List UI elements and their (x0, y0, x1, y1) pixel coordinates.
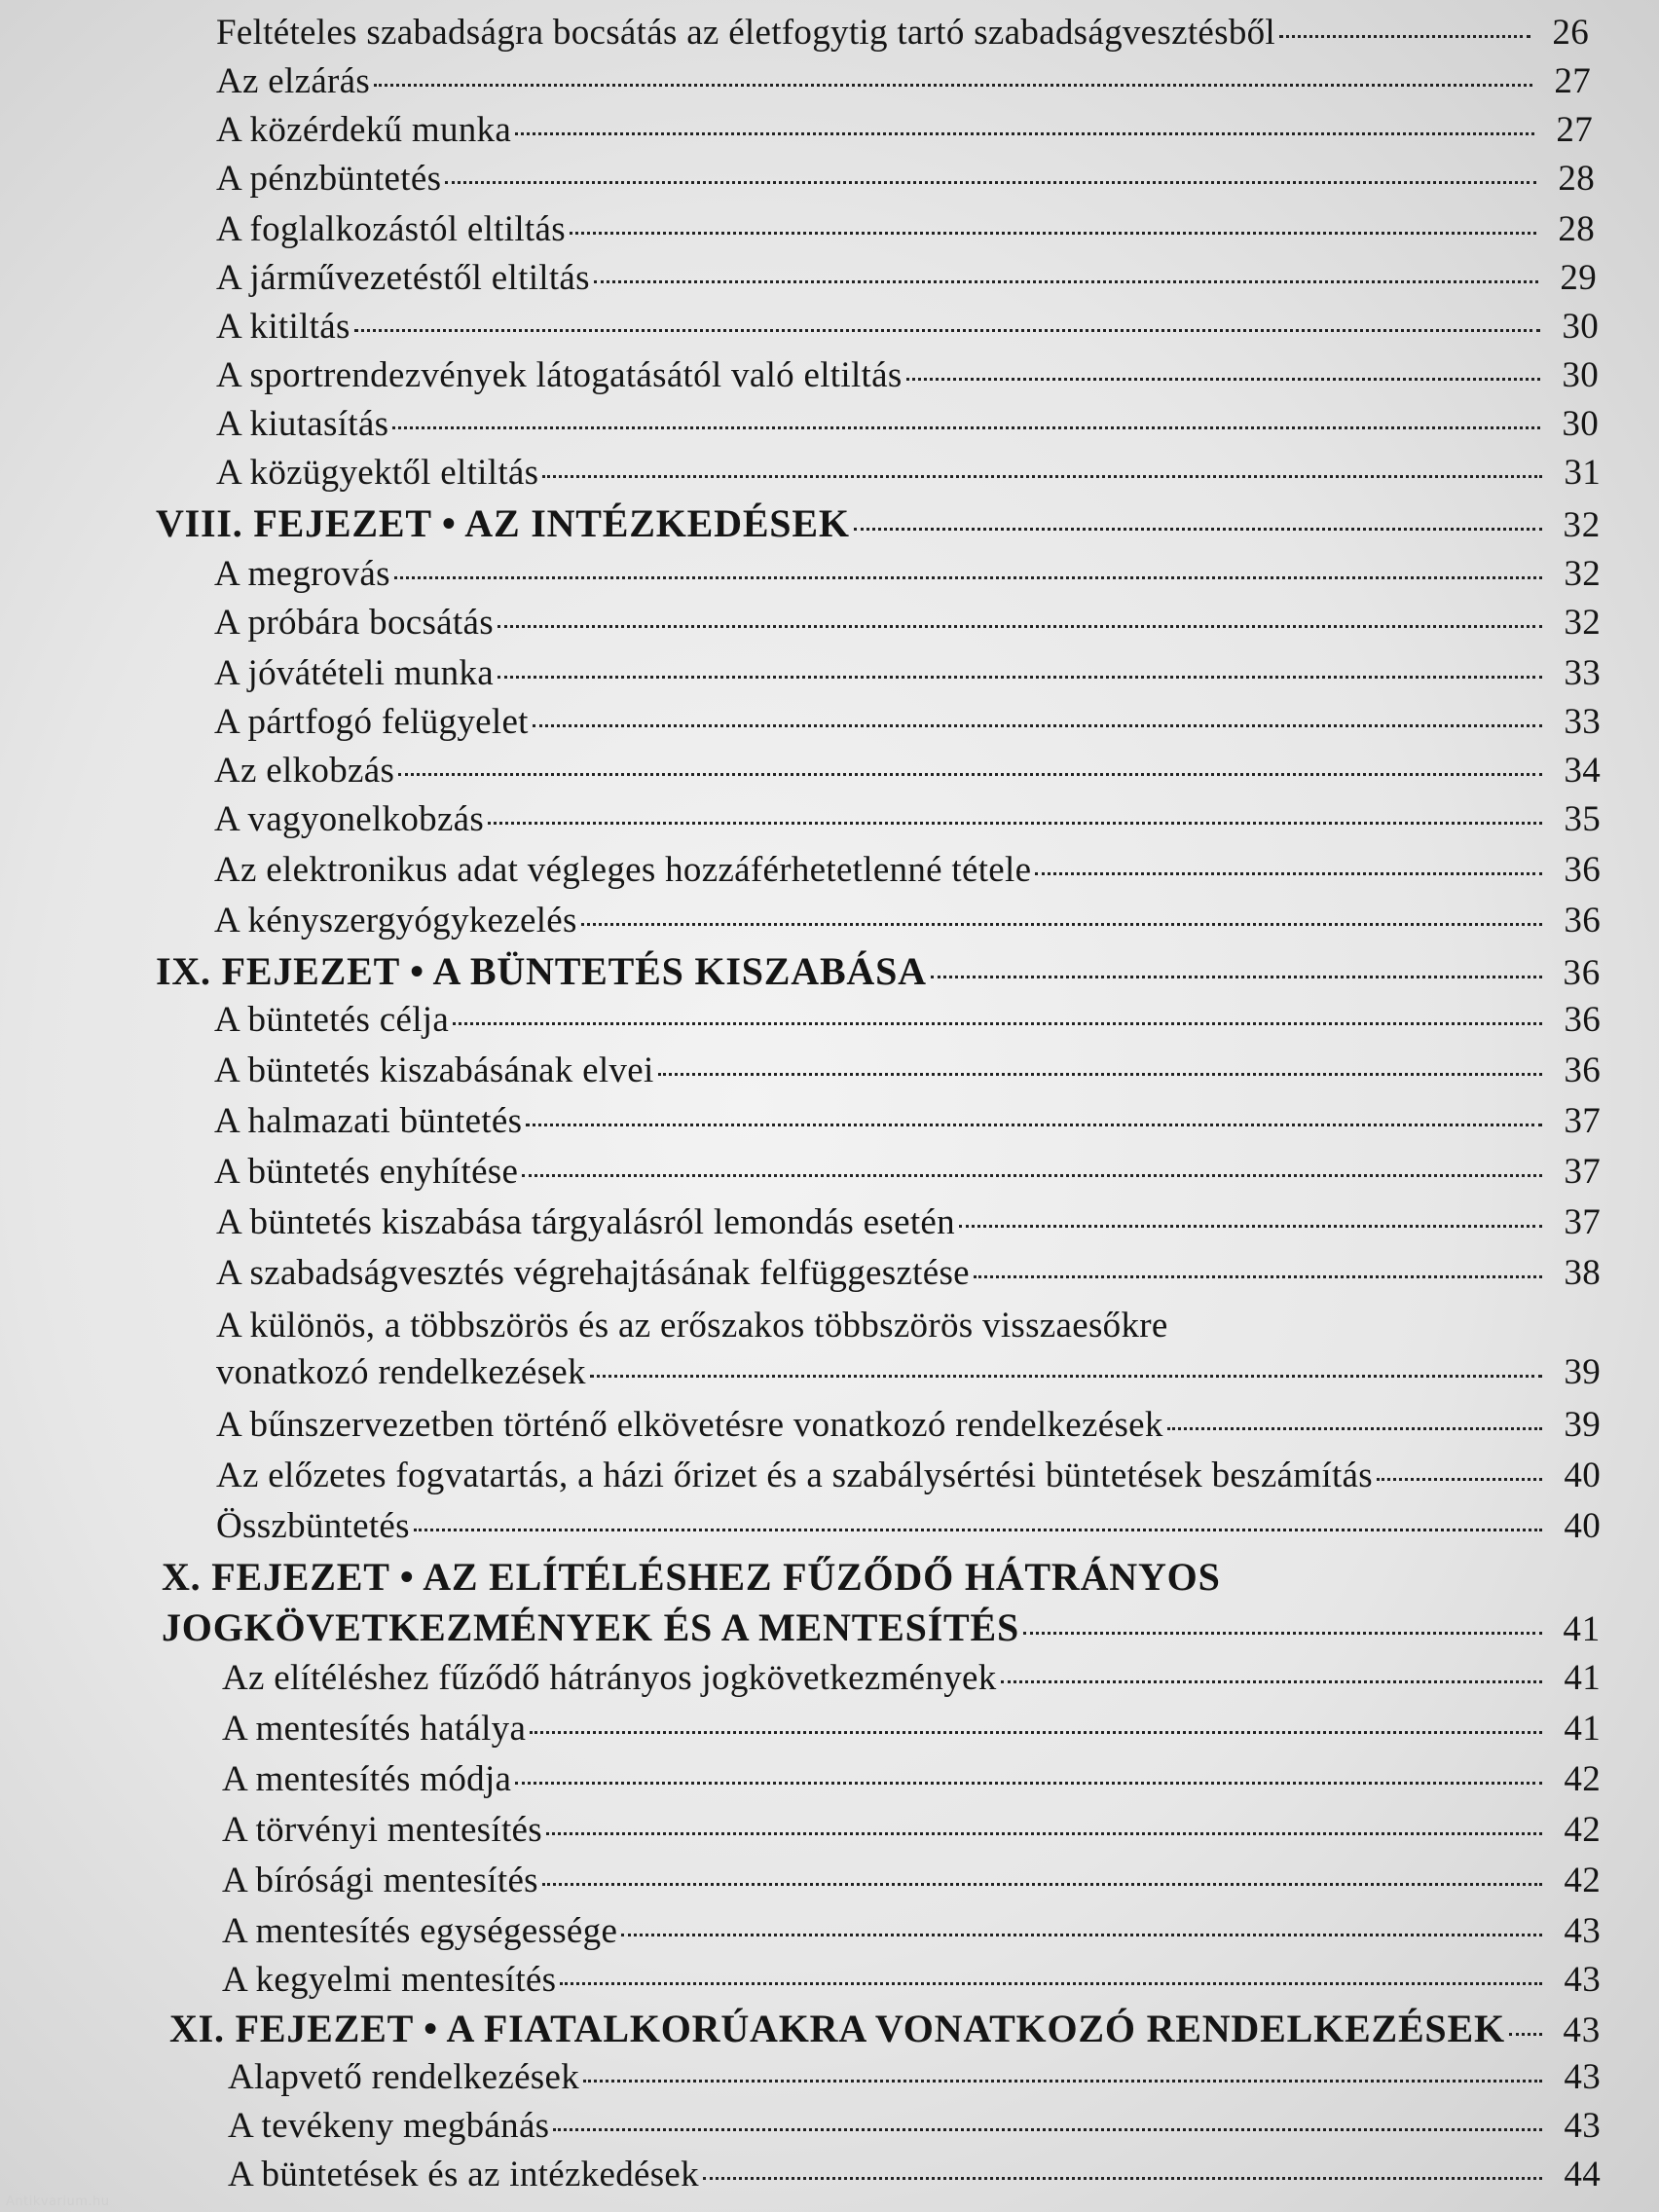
toc-page-number: 41 (1563, 1609, 1601, 1649)
toc-entry-title: A sportrendezvények látogatásától való eltiltás (216, 355, 903, 395)
dot-leader (394, 576, 1542, 579)
dot-leader (542, 475, 1542, 478)
dot-leader (1167, 1427, 1542, 1430)
toc-entry-title: A kiutasítás (216, 404, 389, 444)
toc-chapter-heading (0, 500, 1659, 546)
toc-page-number: 41 (1564, 1658, 1601, 1698)
toc-entry (0, 60, 1659, 102)
toc-entry (0, 1455, 1659, 1496)
toc-entry (0, 849, 1659, 891)
toc-page-number: 36 (1564, 1000, 1601, 1040)
dot-leader (498, 676, 1542, 679)
toc-entry-title: A mentesítés egységessége (222, 1911, 618, 1951)
toc-entry (0, 12, 1659, 54)
toc-entry-title: A mentesítés hatálya (222, 1709, 527, 1749)
toc-chapter-heading (0, 948, 1659, 994)
toc-page-number: 40 (1564, 1456, 1601, 1495)
toc-entry-title: A közérdekű munka (216, 110, 512, 150)
toc-entry-title: A büntetés enyhítése (214, 1152, 519, 1192)
toc-entry (0, 1910, 1659, 1952)
dot-leader (526, 1124, 1542, 1126)
dot-leader (1509, 2033, 1542, 2036)
toc-page-number: 42 (1564, 1861, 1601, 1900)
toc-page-number: 43 (1564, 1960, 1601, 2000)
toc-chapter-heading (0, 2006, 1659, 2051)
toc-page-number: 39 (1564, 1405, 1601, 1445)
toc-entry-title: A megrovás (214, 554, 390, 594)
toc-page-number: 42 (1564, 1759, 1601, 1799)
dot-leader (703, 2177, 1542, 2180)
toc-entry-title: A tevékeny megbánás (228, 2106, 550, 2146)
dot-leader (453, 1022, 1542, 1025)
toc-entry (0, 652, 1659, 694)
toc-page-number: 35 (1564, 799, 1601, 839)
toc-entry-title: Feltételes szabadságra bocsátás az életfogytig tartó szabadságvesztésből (216, 13, 1276, 53)
toc-page-number: 33 (1564, 653, 1601, 693)
toc-entry-title-line: A különös, a többszörös és az erőszakos többszörös visszaesőkre (216, 1306, 1168, 1346)
toc-entry (0, 306, 1659, 348)
chapter-title-line: X. FEJEZET • AZ ELÍTÉLÉSHEZ FŰZŐDŐ HÁTRÁNYOS (162, 1555, 1221, 1599)
toc-page-number: 29 (1560, 258, 1597, 298)
toc-page-number: 41 (1564, 1709, 1601, 1749)
toc-entry (0, 1860, 1659, 1901)
toc-entry (0, 1708, 1659, 1750)
toc-entry (0, 602, 1659, 644)
toc-entry-title: A vagyonelkobzás (214, 799, 485, 839)
toc-page-number: 28 (1558, 159, 1595, 199)
toc-entry (0, 1809, 1659, 1851)
toc-page-number: 43 (1564, 2106, 1601, 2146)
toc-entry-title: A törvényi mentesítés (222, 1810, 542, 1850)
toc-entry-title: Alapvető rendelkezések (228, 2057, 580, 2097)
toc-entry (0, 1351, 1659, 1393)
dot-leader (498, 625, 1542, 628)
chapter-title: JOGKÖVETKEZMÉNYEK ÉS A MENTESÍTÉS (162, 1605, 1020, 1649)
toc-entry (0, 1404, 1659, 1446)
toc-entry-title: A büntetés célja (214, 1000, 450, 1040)
toc-entry-title: A kegyelmi mentesítés (222, 1960, 557, 2000)
dot-leader (354, 329, 1540, 332)
dot-leader (590, 1375, 1542, 1378)
toc-page-number: 43 (1563, 2010, 1601, 2050)
toc-entry-title: A büntetés kiszabása tárgyalásról lemondás esetén (216, 1202, 955, 1242)
toc-page-number: 34 (1564, 751, 1601, 791)
dot-leader (581, 923, 1542, 926)
toc-entry-title: Az elektronikus adat végleges hozzáférhetetlenné tétele (214, 850, 1032, 890)
dot-leader (570, 232, 1536, 235)
toc-entry (0, 1100, 1659, 1142)
toc-entry (0, 2105, 1659, 2147)
toc-page-number: 30 (1562, 355, 1599, 395)
toc-entry-title: vonatkozó rendelkezések (216, 1352, 586, 1392)
chapter-title: XI. FEJEZET • A FIATALKORÚAKRA VONATKOZÓ RENDELKEZÉSEK (169, 2007, 1505, 2050)
toc-entry-title: A pártfogó felügyelet (214, 702, 529, 742)
toc-entry-title: Az elítéléshez fűződő hátrányos jogkövetkezmények (222, 1658, 997, 1698)
dot-leader (398, 773, 1542, 776)
toc-entry-title: A szabadságvesztés végrehajtásának felfüggesztése (216, 1253, 970, 1293)
dot-leader (906, 378, 1540, 381)
watermark-text: Antikvarium.hu (6, 2194, 110, 2209)
dot-leader (533, 724, 1542, 727)
dot-leader (553, 2128, 1542, 2131)
toc-page-number: 31 (1564, 453, 1601, 493)
toc-entry (0, 701, 1659, 743)
toc-page-number: 39 (1564, 1352, 1601, 1392)
toc-entry-title: A közügyektől eltiltás (216, 453, 539, 493)
dot-leader (542, 1883, 1542, 1886)
toc-entry-title: A halmazati büntetés (214, 1101, 523, 1141)
toc-page-number: 28 (1558, 209, 1595, 249)
toc-entry (0, 750, 1659, 792)
toc-entry-title: A foglalkozástól eltiltás (216, 209, 566, 249)
toc-page-number: 36 (1564, 1051, 1601, 1090)
toc-page-number: 36 (1563, 953, 1601, 993)
toc-page-number: 26 (1552, 13, 1589, 53)
toc-entry-title: Összbüntetés (216, 1506, 410, 1546)
dot-leader (583, 2080, 1542, 2083)
dot-leader (1001, 1680, 1542, 1683)
toc-page-number: 33 (1564, 702, 1601, 742)
toc-page-number: 30 (1562, 307, 1599, 347)
toc-page-number: 37 (1564, 1101, 1601, 1141)
toc-page-number: 27 (1554, 61, 1591, 101)
toc-page-number: 37 (1564, 1202, 1601, 1242)
dot-leader (1279, 35, 1530, 38)
dot-leader (445, 181, 1536, 184)
dot-leader (974, 1275, 1542, 1278)
dot-leader (854, 528, 1542, 531)
toc-page-number: 44 (1564, 2155, 1601, 2194)
toc-page-number: 30 (1562, 404, 1599, 444)
toc-entry (0, 1050, 1659, 1091)
dot-leader (414, 1529, 1542, 1531)
dot-leader (594, 280, 1538, 283)
toc-entry-title: Az előzetes fogvatartás, a házi őrizet és a szabálysértési büntetések beszámítás (216, 1456, 1373, 1495)
toc-entry (0, 452, 1659, 494)
toc-entry-title: A járművezetéstől eltiltás (216, 258, 590, 298)
toc-entry-title: A jóvátételi munka (214, 653, 494, 693)
toc-entry (0, 1758, 1659, 1800)
chapter-title: IX. FEJEZET • A BÜNTETÉS KISZABÁSA (156, 949, 927, 993)
toc-entry (0, 158, 1659, 200)
toc-entry (0, 1657, 1659, 1699)
toc-entry-title: A kényszergyógykezelés (214, 901, 577, 940)
toc-page-number: 38 (1564, 1253, 1601, 1293)
toc-entry (0, 999, 1659, 1041)
toc-entry-title: A próbára bocsátás (214, 603, 494, 643)
dot-leader (522, 1174, 1542, 1177)
toc-entry (0, 1505, 1659, 1547)
dot-leader (560, 1982, 1542, 1985)
toc-entry-title: A pénzbüntetés (216, 159, 442, 199)
toc-entry (0, 208, 1659, 250)
toc-entry (0, 257, 1659, 299)
dot-leader (530, 1731, 1542, 1734)
toc-page-number: 43 (1564, 1911, 1601, 1951)
toc-entry-title: A mentesítés módja (222, 1759, 512, 1799)
toc-entry-title: A büntetés kiszabásának elvei (214, 1051, 654, 1090)
toc-entry (0, 900, 1659, 941)
toc-page-number: 27 (1556, 110, 1593, 150)
dot-leader (515, 1782, 1542, 1785)
dot-leader (488, 822, 1542, 825)
dot-leader (1377, 1478, 1542, 1481)
toc-chapter-heading (0, 1604, 1659, 1650)
toc-page-number: 37 (1564, 1152, 1601, 1192)
toc-entry (0, 354, 1659, 396)
toc-entry (0, 1959, 1659, 2001)
toc-entry (0, 1201, 1659, 1243)
toc-entry (0, 1252, 1659, 1294)
toc-entry-title: Az elzárás (216, 61, 371, 101)
toc-entry (0, 798, 1659, 840)
toc-entry (0, 109, 1659, 151)
dot-leader (515, 132, 1534, 135)
dot-leader (658, 1073, 1542, 1076)
toc-entry-title: A bírósági mentesítés (222, 1861, 538, 1900)
toc-page-number: 32 (1563, 505, 1601, 545)
toc-entry-title: Az elkobzás (214, 751, 395, 791)
toc-page-number: 40 (1564, 1506, 1601, 1546)
toc-page-number: 43 (1564, 2057, 1601, 2097)
toc-page-number: 32 (1564, 554, 1601, 594)
toc-page-number: 42 (1564, 1810, 1601, 1850)
toc-entry (0, 2154, 1659, 2195)
toc-entry (0, 2056, 1659, 2098)
toc-entry-title: A kitiltás (216, 307, 350, 347)
toc-entry-title: A büntetések és az intézkedések (228, 2155, 699, 2194)
toc-page-number: 36 (1564, 901, 1601, 940)
toc-entry (0, 553, 1659, 595)
toc-entry-title: A bűnszervezetben történő elkövetésre vonatkozó rendelkezések (216, 1405, 1163, 1445)
dot-leader (546, 1832, 1542, 1835)
dot-leader (1023, 1632, 1542, 1635)
dot-leader (621, 1934, 1542, 1936)
toc-entry (0, 1151, 1659, 1193)
dot-leader (392, 426, 1540, 429)
dot-leader (374, 84, 1532, 87)
dot-leader (959, 1225, 1542, 1228)
chapter-title: VIII. FEJEZET • AZ INTÉZKEDÉSEK (156, 501, 850, 545)
toc-page-number: 36 (1564, 850, 1601, 890)
toc-entry (0, 403, 1659, 445)
toc-page-number: 32 (1564, 603, 1601, 643)
dot-leader (931, 976, 1542, 978)
dot-leader (1035, 872, 1542, 875)
